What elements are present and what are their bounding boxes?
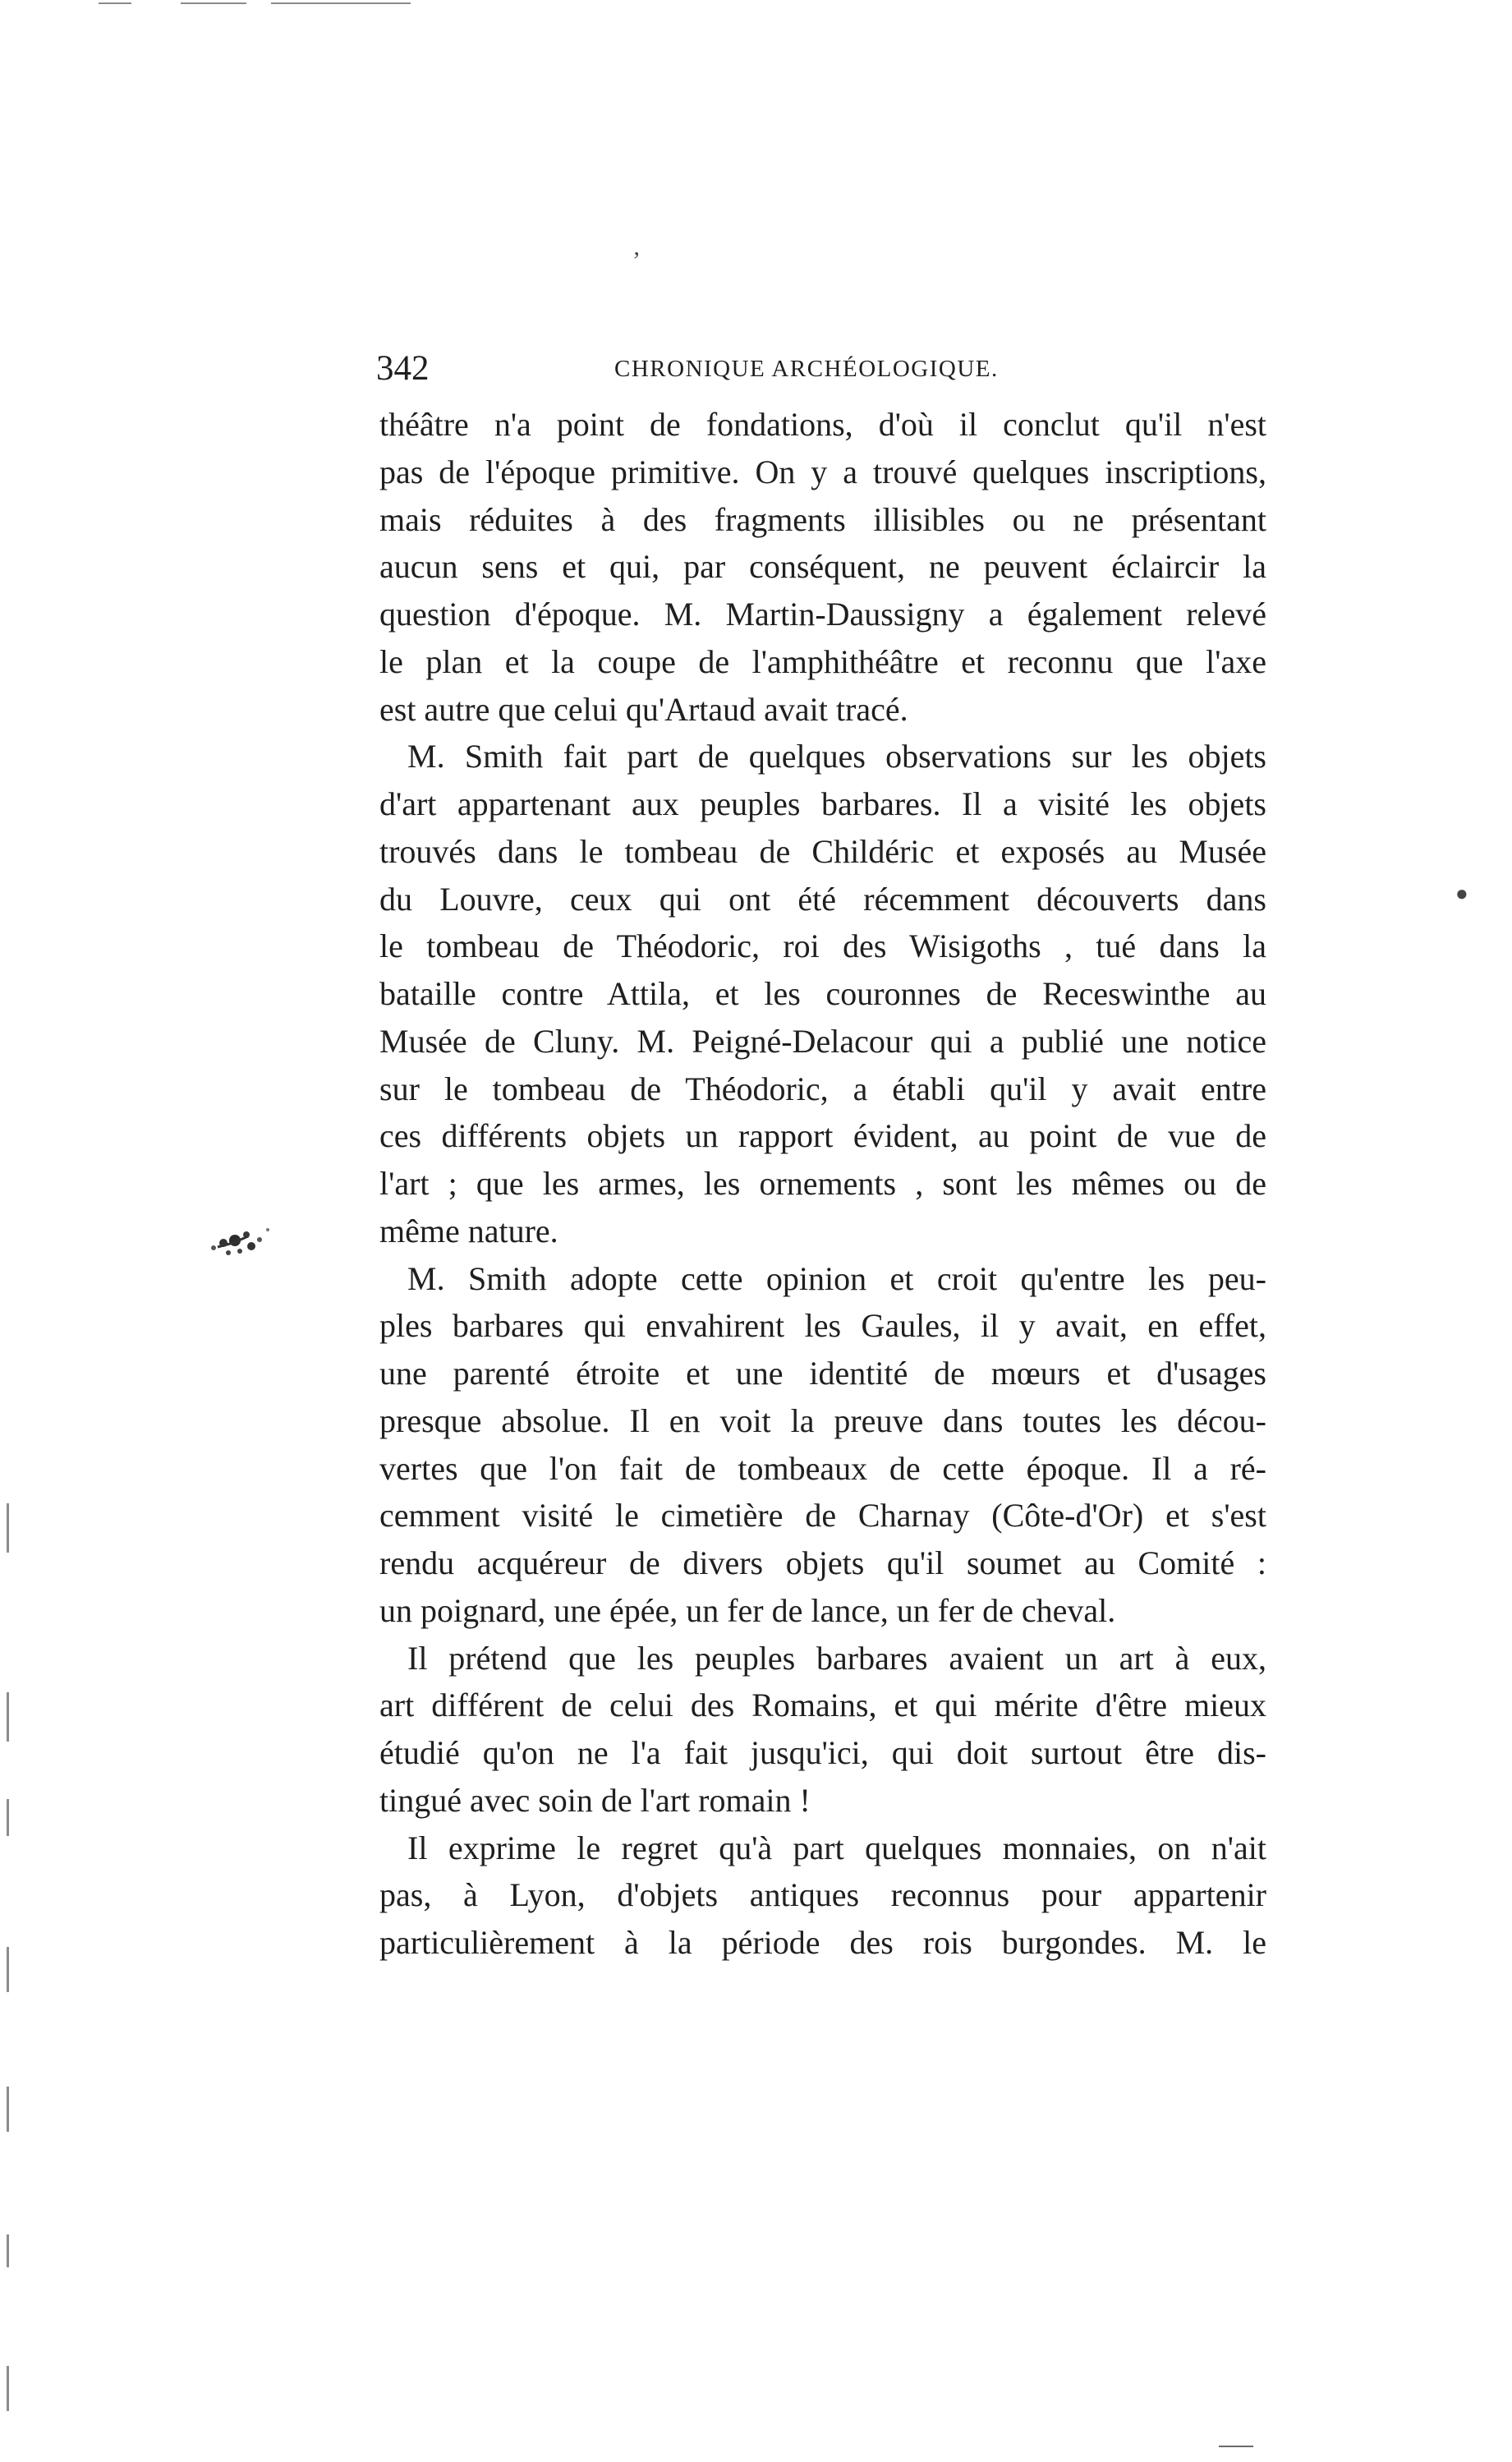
left-edge-tick — [7, 2087, 9, 2132]
text-line: le tombeau de Théodoric, roi des Wisigoths , tué dans la — [379, 927, 1266, 965]
left-edge-tick — [7, 2234, 9, 2267]
text-line: particulièrement à la période des rois burgondes. M. le — [379, 1924, 1266, 1961]
text-line: ples barbares qui envahirent les Gaules, il y avait, en effet, — [379, 1307, 1266, 1345]
body-text — [379, 401, 1266, 1967]
text-line: une parenté étroite et une identité de mœurs et d'usages — [379, 1355, 1266, 1392]
top-scan-rule-middle — [181, 2, 246, 4]
text-line: M. Smith fait part de quelques observations sur les objets — [407, 738, 1266, 775]
text-line: Il exprime le regret qu'à part quelques monnaies, on n'ait — [407, 1829, 1266, 1866]
text-line: question d'époque. M. Martin-Daussigny a également relevé — [379, 596, 1266, 633]
text-line: un poignard, une épée, un fer de lance, un fer de cheval. — [379, 1591, 1116, 1629]
text-line: vertes que l'on fait de tombeaux de cette époque. Il a ré- — [379, 1449, 1266, 1487]
margin-bullet-mark: ● — [1455, 881, 1468, 905]
text-line: mais réduites à des fragments illisibles ou ne présentant — [379, 500, 1266, 538]
left-edge-tick — [7, 2366, 9, 2411]
page-number: 342 — [376, 349, 430, 388]
text-line: aucun sens et qui, par conséquent, ne peuvent éclaircir la — [379, 548, 1266, 586]
left-edge-tick — [7, 1503, 9, 1553]
left-edge-tick — [7, 1692, 9, 1742]
text-line: théâtre n'a point de fondations, d'où il conclut qu'il n'est — [379, 406, 1266, 443]
text-line: d'art appartenant aux peuples barbares. Il a visité les objets — [379, 785, 1266, 822]
left-edge-tick — [7, 1947, 9, 1992]
running-title: CHRONIQUE ARCHÉOLOGIQUE. — [614, 356, 999, 382]
text-line: l'art ; que les armes, les ornements , sont les mêmes ou de — [379, 1165, 1266, 1202]
text-line: rendu acquéreur de divers objets qu'il soumet au Comité : — [379, 1544, 1266, 1581]
text-line: pas, à Lyon, d'objets antiques reconnus pour appartenir — [379, 1876, 1266, 1914]
text-line: étudié qu'on ne l'a fait jusqu'ici, qui doit surtout être dis- — [379, 1734, 1266, 1771]
text-line: même nature. — [379, 1212, 558, 1249]
text-line: presque absolue. Il en voit la preuve dans toutes les décou- — [379, 1401, 1266, 1439]
text-line: Il prétend que les peuples barbares avaient un art à eux, — [407, 1639, 1266, 1677]
text-line: ces différents objets un rapport évident, au point de vue de — [379, 1117, 1266, 1155]
text-line: trouvés dans le tombeau de Childéric et exposés au Musée — [379, 832, 1266, 870]
text-line: pas de l'époque primitive. On y a trouvé quelques inscriptions, — [379, 453, 1266, 490]
text-line: du Louvre, ceux qui ont été récemment découverts dans — [379, 880, 1266, 918]
bottom-scan-rule — [1219, 2446, 1253, 2447]
running-header — [376, 348, 1296, 389]
text-line: sur le tombeau de Théodoric, a établi qu'il y avait entre — [379, 1070, 1266, 1107]
text-line: est autre que celui qu'Artaud avait tracé. — [379, 690, 908, 728]
text-line: M. Smith adopte cette opinion et croit qu'entre les peu- — [407, 1259, 1266, 1297]
top-scan-rule-right — [271, 2, 411, 4]
text-line: Musée de Cluny. M. Peigné-Delacour qui a publié une notice — [379, 1022, 1266, 1060]
text-line: tingué avec soin de l'art romain ! — [379, 1781, 811, 1819]
text-line: bataille contre Attila, et les couronnes de Receswinthe au — [379, 975, 1266, 1012]
text-line: cemment visité le cimetière de Charnay (Côte-d'Or) et s'est — [379, 1497, 1266, 1535]
text-line: le plan et la coupe de l'amphithéâtre et reconnu que l'axe — [379, 642, 1266, 680]
text-line: art différent de celui des Romains, et qui mérite d'être mieux — [379, 1687, 1266, 1724]
left-edge-tick — [7, 1799, 9, 1836]
stray-ink-mark: ‚ — [632, 233, 641, 260]
ink-blot-icon — [189, 1212, 296, 1277]
top-scan-rule-left — [99, 2, 131, 4]
